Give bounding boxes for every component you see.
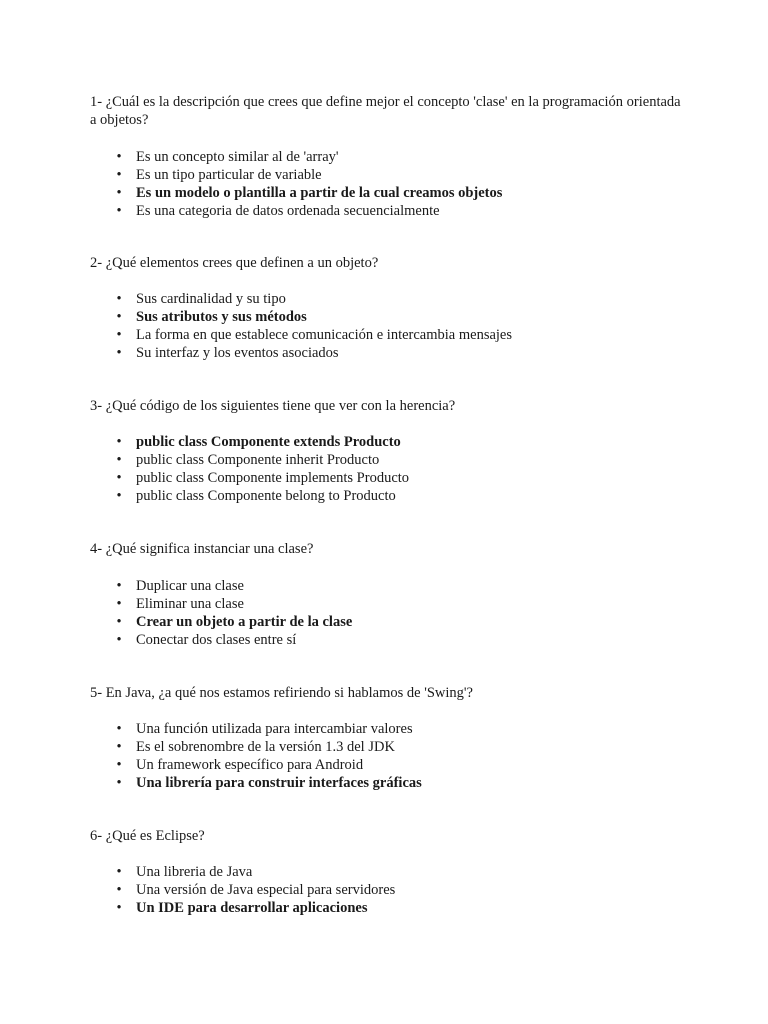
question-5 (90, 684, 690, 791)
bullet-icon: • (116, 291, 122, 307)
bullet-icon: • (116, 882, 122, 898)
answer-option: • Una libreria de Java (114, 863, 395, 881)
bullet-icon: • (116, 203, 122, 219)
correct-answer-option: • Es un modelo o plantilla a partir de la cual creamos objetos (114, 184, 502, 202)
correct-answer-option: • Un IDE para desarrollar aplicaciones (114, 899, 395, 917)
question-2 (90, 254, 690, 361)
correct-answer-option: • Una librería para construir interfaces gráficas (114, 774, 422, 792)
answer-option: • Es el sobrenombre de la versión 1.3 del JDK (114, 738, 422, 756)
answer-list (114, 720, 422, 792)
answer-list (114, 433, 409, 505)
answer-list (114, 290, 512, 362)
bullet-icon: • (116, 149, 122, 165)
question-text: 2- ¿Qué elementos crees que definen a un objeto? (90, 255, 379, 271)
answer-option: • Duplicar una clase (114, 577, 352, 595)
answer-option: • Conectar dos clases entre sí (114, 631, 352, 649)
answer-list (114, 148, 502, 220)
bullet-icon: • (116, 775, 122, 791)
correct-answer-option: • Sus atributos y sus métodos (114, 308, 512, 326)
answer-option: • Es un concepto similar al de 'array' (114, 148, 502, 166)
bullet-icon: • (116, 327, 122, 343)
question-text: 6- ¿Qué es Eclipse? (90, 828, 205, 844)
answer-option: • public class Componente belong to Producto (114, 487, 409, 505)
bullet-icon: • (116, 578, 122, 594)
answer-option: • Sus cardinalidad y su tipo (114, 290, 512, 308)
question-3 (90, 397, 690, 504)
bullet-icon: • (116, 739, 122, 755)
bullet-icon: • (116, 345, 122, 361)
answer-option: • Es una categoria de datos ordenada secuencialmente (114, 202, 502, 220)
question-6 (90, 827, 690, 916)
question-text: 1- ¿Cuál es la descripción que crees que define mejor el concepto 'clase' en la programación orientada a objetos? (90, 94, 681, 128)
answer-list (114, 863, 395, 917)
correct-answer-option: • public class Componente extends Producto (114, 433, 409, 451)
question-text: 5- En Java, ¿a qué nos estamos refiriendo si hablamos de 'Swing'? (90, 685, 473, 701)
bullet-icon: • (116, 185, 122, 201)
bullet-icon: • (116, 309, 122, 325)
answer-option: • Eliminar una clase (114, 595, 352, 613)
bullet-icon: • (116, 452, 122, 468)
question-text: 3- ¿Qué código de los siguientes tiene que ver con la herencia? (90, 398, 456, 414)
bullet-icon: • (116, 470, 122, 486)
answer-option: • Una función utilizada para intercambiar valores (114, 720, 422, 738)
answer-option: • public class Componente inherit Producto (114, 451, 409, 469)
answer-option: • Un framework específico para Android (114, 756, 422, 774)
bullet-icon: • (116, 488, 122, 504)
correct-answer-option: • Crear un objeto a partir de la clase (114, 613, 352, 631)
bullet-icon: • (116, 614, 122, 630)
answer-list (114, 577, 352, 649)
answer-option: • La forma en que establece comunicación e intercambia mensajes (114, 326, 512, 344)
bullet-icon: • (116, 167, 122, 183)
answer-option: • Una versión de Java especial para servidores (114, 881, 395, 899)
bullet-icon: • (116, 721, 122, 737)
bullet-icon: • (116, 757, 122, 773)
question-4 (90, 540, 690, 648)
answer-option: • Su interfaz y los eventos asociados (114, 344, 512, 362)
bullet-icon: • (116, 434, 122, 450)
bullet-icon: • (116, 632, 122, 648)
question-text: 4- ¿Qué significa instanciar una clase? (90, 541, 314, 557)
bullet-icon: • (116, 864, 122, 880)
bullet-icon: • (116, 900, 122, 916)
bullet-icon: • (116, 596, 122, 612)
question-1 (90, 93, 690, 219)
answer-option: • public class Componente implements Producto (114, 469, 409, 487)
answer-option: • Es un tipo particular de variable (114, 166, 502, 184)
